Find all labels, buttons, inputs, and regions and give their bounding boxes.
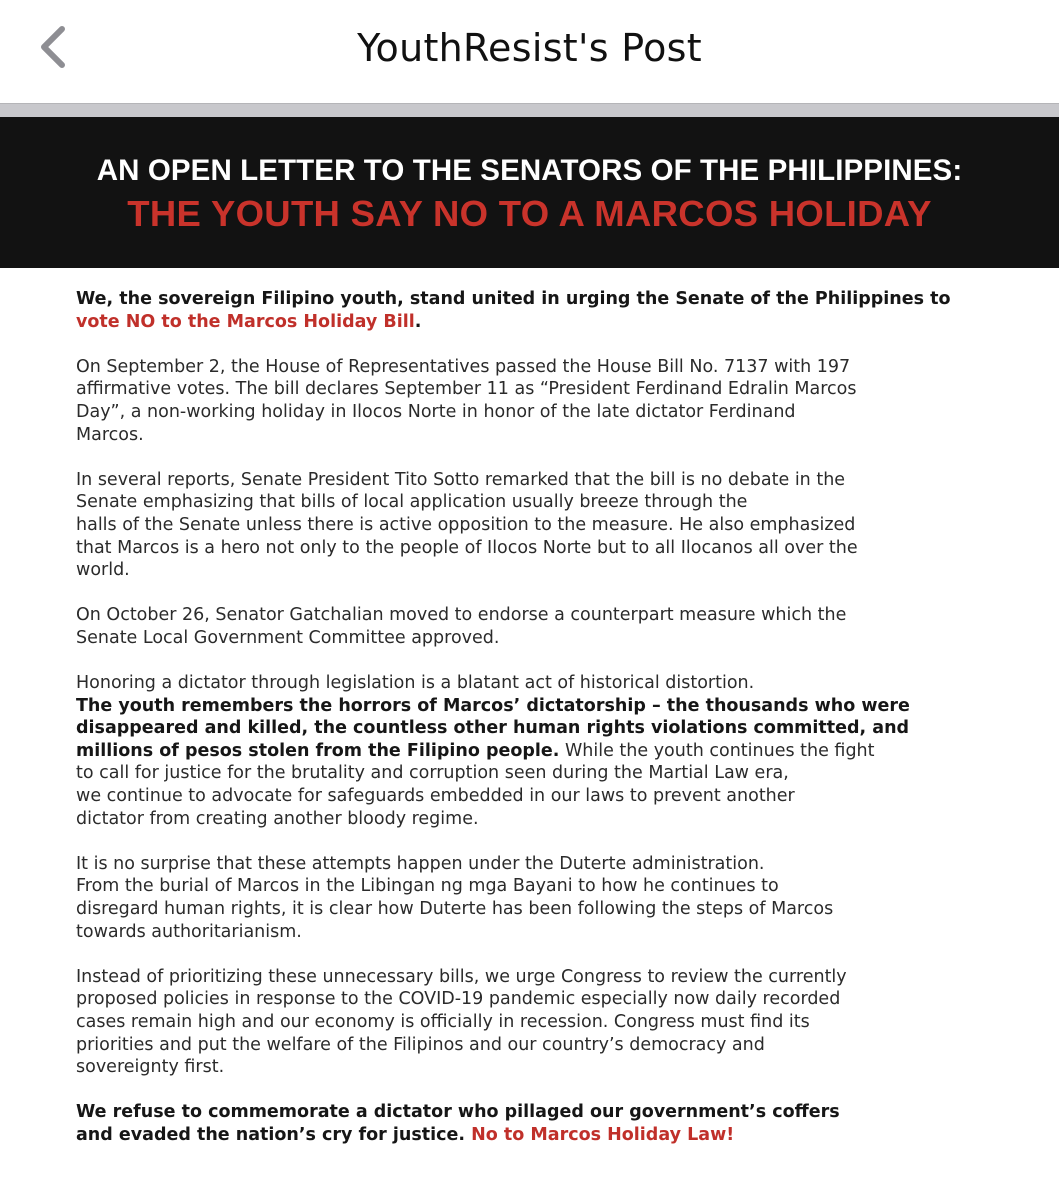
paragraph-line: In several reports, Senate President Tito Sotto remarked that the bill is no debate in the xyxy=(76,469,846,490)
paragraph-line: Day”, a non-working holiday in Ilocos Norte in honor of the late dictator Ferdinand xyxy=(76,401,796,422)
paragraph-line: priorities and put the welfare of the Filipinos and our country’s democracy and xyxy=(76,1034,765,1055)
letter-paragraph-3 xyxy=(76,469,976,582)
paragraph-line: Marcos. xyxy=(76,424,144,445)
letter-paragraph-4 xyxy=(76,604,976,649)
paragraph-line: On September 2, the House of Representatives passed the House Bill No. 7137 with 197 xyxy=(76,356,851,377)
paragraph-line: halls of the Senate unless there is active opposition to the measure. He also emphasized xyxy=(76,514,856,535)
paragraph-bold-line: We refuse to commemorate a dictator who pillaged our government’s coffers xyxy=(76,1102,840,1123)
paragraph-text: We, the sovereign Filipino youth, stand united in urging the Senate of the Philippines to xyxy=(76,289,951,309)
highlight-closing-call: No to Marcos Holiday Law! xyxy=(471,1124,735,1145)
letter-banner xyxy=(0,117,1059,268)
paragraph-bold-line: The youth remembers the horrors of Marcos’ dictatorship – the thousands who were xyxy=(76,695,910,716)
paragraph-line: proposed policies in response to the COVID-19 pandemic especially now daily recorded xyxy=(76,989,841,1010)
paragraph-line: world. xyxy=(76,560,130,581)
paragraph-bold-line: disappeared and killed, the countless other human rights violations committed, and xyxy=(76,718,910,739)
letter-paragraph-1 xyxy=(76,288,976,333)
paragraph-bold-line: and evaded the nation’s cry for justice. xyxy=(76,1124,472,1145)
paragraph-line: that Marcos is a hero not only to the people of Ilocos Norte but to all Ilocanos all over the xyxy=(76,537,858,558)
highlight-vote-no: vote NO to the Marcos Holiday Bill xyxy=(76,311,415,332)
paragraph-line: we continue to advocate for safeguards embedded in our laws to prevent another xyxy=(76,786,795,807)
paragraph-line: sovereignty first. xyxy=(76,1057,225,1078)
letter-paragraph-7 xyxy=(76,966,976,1079)
banner-headline: AN OPEN LETTER TO THE SENATORS OF THE PHILIPPINES: xyxy=(96,154,963,187)
letter-paragraph-2 xyxy=(76,356,976,446)
header-divider xyxy=(0,103,1059,118)
paragraph-bold-line: millions of pesos stolen from the Filipino people. xyxy=(76,740,560,761)
letter-paragraph-8 xyxy=(76,1101,976,1146)
paragraph-line: While the youth continues the fight xyxy=(559,740,875,761)
banner-subheadline: THE YOUTH SAY NO TO A MARCOS HOLIDAY xyxy=(127,193,932,234)
paragraph-end: . xyxy=(414,311,422,332)
paragraph-line: dictator from creating another bloody regime. xyxy=(76,808,479,829)
page-title: YouthResist's Post xyxy=(357,26,702,70)
paragraph-line: Instead of prioritizing these unnecessary bills, we urge Congress to review the currently xyxy=(76,966,847,987)
paragraph-line: On October 26, Senator Gatchalian moved to endorse a counterpart measure which the xyxy=(76,605,847,626)
paragraph-line: cases remain high and our economy is officially in recession. Congress must find its xyxy=(76,1012,810,1032)
paragraph-line: disregard human rights, it is clear how Duterte has been following the steps of Marcos xyxy=(76,899,834,920)
paragraph-line: affirmative votes. The bill declares September 11 as “President Ferdinand Edralin Marcos xyxy=(76,379,857,400)
paragraph-line: towards authoritarianism. xyxy=(76,921,302,942)
paragraph-line: Honoring a dictator through legislation is a blatant act of historical distortion. xyxy=(76,673,755,694)
paragraph-line: Senate emphasizing that bills of local application usually breeze through the xyxy=(76,492,748,513)
paragraph-line: Senate Local Government Committee approved. xyxy=(76,627,500,648)
open-letter-body xyxy=(76,288,976,1169)
letter-paragraph-6 xyxy=(76,853,976,943)
paragraph-line: to call for justice for the brutality and corruption seen during the Martial Law era, xyxy=(76,763,789,784)
paragraph-line: From the burial of Marcos in the Libingan ng mga Bayani to how he continues to xyxy=(76,876,779,897)
paragraph-line: It is no surprise that these attempts happen under the Duterte administration. xyxy=(76,853,765,874)
navigation-bar xyxy=(0,0,1059,103)
letter-paragraph-5 xyxy=(76,672,976,830)
